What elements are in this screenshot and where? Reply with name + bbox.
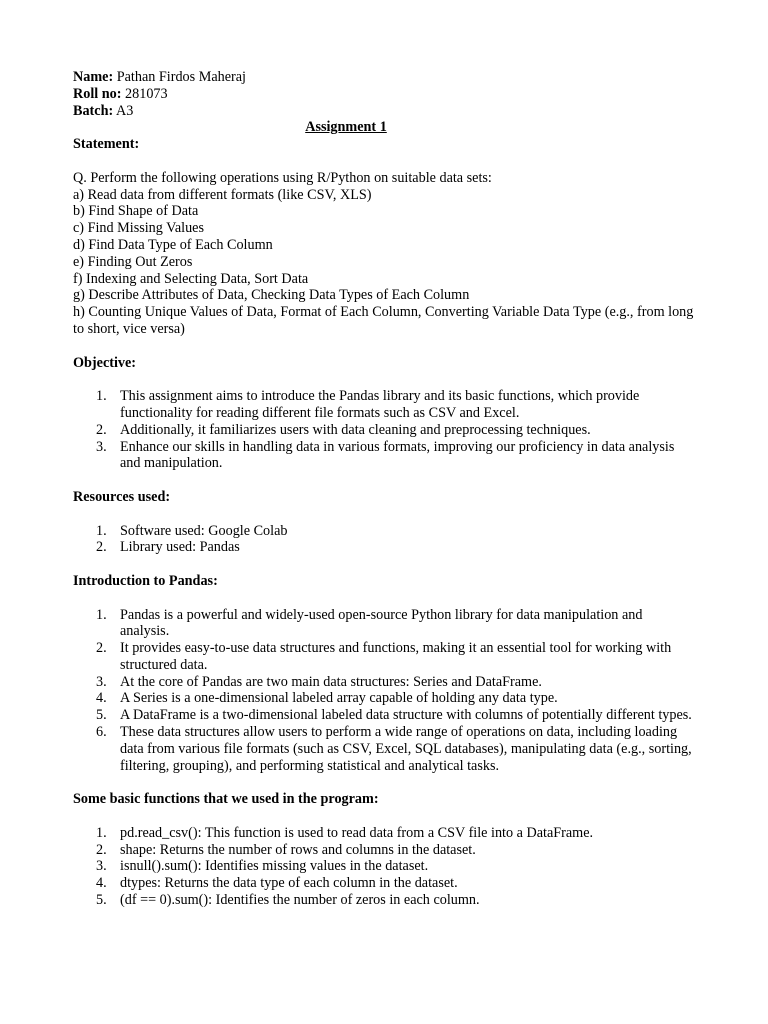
list-item: 3. isnull().sum(): Identifies missing values in the dataset. bbox=[96, 858, 429, 875]
statement-question: Q. Perform the following operations using R/Python on suitable data sets: bbox=[73, 169, 492, 186]
name-label: Name: bbox=[73, 69, 114, 85]
list-item: 3. At the core of Pandas are two main data structures: Series and DataFrame. bbox=[96, 673, 542, 690]
statement-item: e) Finding Out Zeros bbox=[73, 253, 193, 270]
name-value: Pathan Firdos Maheraj bbox=[116, 69, 246, 85]
list-item: 6. These data structures allow users to perform a wide range of operations on data, including loading data from various file formats (such as CSV, Excel, SQL databases), manipulating data (e.g., sorting, filtering, grouping), and performing statistical and analytical tasks. bbox=[96, 724, 692, 774]
statement-item: b) Find Shape of Data bbox=[73, 203, 199, 220]
intro-list bbox=[73, 607, 695, 775]
statement-item: f) Indexing and Selecting Data, Sort Data bbox=[73, 270, 309, 287]
statement-item: c) Find Missing Values bbox=[73, 220, 204, 237]
roll-label: Roll no: bbox=[73, 85, 122, 102]
statement-item: d) Find Data Type of Each Column bbox=[73, 236, 273, 253]
list-item: 5. (df == 0).sum(): Identifies the number of zeros in each column. bbox=[96, 892, 480, 909]
list-item: 2. shape: Returns the number of rows and columns in the dataset. bbox=[96, 841, 476, 858]
resources-list bbox=[73, 523, 695, 557]
batch-line bbox=[73, 103, 695, 120]
roll-line bbox=[73, 86, 695, 103]
batch-label: Batch: bbox=[73, 102, 114, 119]
name-line bbox=[73, 69, 695, 86]
list-item: 1. Pandas is a powerful and widely-used open-source Python library for data manipulation and analysis. bbox=[96, 606, 643, 640]
list-item: 2. Additionally, it familiarizes users with data cleaning and preprocessing techniques. bbox=[96, 421, 591, 438]
functions-list bbox=[73, 825, 695, 909]
list-item: 4. A Series is a one-dimensional labeled array capable of holding any data type. bbox=[96, 690, 558, 707]
list-item: 4. dtypes: Returns the data type of each column in the dataset. bbox=[96, 875, 458, 892]
assignment-title: Assignment 1 bbox=[305, 119, 387, 136]
list-item: 1. Software used: Google Colab bbox=[96, 522, 288, 539]
functions-heading: Some basic functions that we used in the program: bbox=[73, 791, 379, 808]
roll-value: 281073 bbox=[125, 85, 168, 102]
list-item: 2. Library used: Pandas bbox=[96, 539, 240, 556]
statement-item: g) Describe Attributes of Data, Checking Data Types of Each Column bbox=[73, 287, 470, 304]
list-item: 5. A DataFrame is a two-dimensional labeled data structure with columns of potentially different types. bbox=[96, 707, 692, 724]
resources-heading: Resources used: bbox=[73, 488, 171, 505]
list-item: 3. Enhance our skills in handling data in various formats, improving our proficiency in data analysis and manipulation. bbox=[96, 438, 675, 472]
statement-item: h) Counting Unique Values of Data, Format of Each Column, Converting Variable Data Type (e.g., from long to short, vice versa) bbox=[73, 304, 694, 337]
batch-value: A3 bbox=[115, 102, 134, 119]
statement-item: a) Read data from different formats (like CSV, XLS) bbox=[73, 186, 372, 203]
statement-heading: Statement: bbox=[73, 136, 140, 153]
list-item: 1. pd.read_csv(): This function is used to read data from a CSV file into a DataFrame. bbox=[96, 824, 594, 841]
list-item: 2. It provides easy-to-use data structures and functions, making it an essential tool for working with structured data. bbox=[96, 640, 672, 673]
objective-heading: Objective: bbox=[73, 354, 137, 371]
list-item: 1. This assignment aims to introduce the Pandas library and its basic functions, which provide functionality for reading different file formats such as CSV and Excel. bbox=[96, 388, 640, 421]
objective-list bbox=[73, 388, 695, 472]
intro-heading: Introduction to Pandas: bbox=[73, 572, 218, 589]
document-content bbox=[73, 69, 695, 909]
